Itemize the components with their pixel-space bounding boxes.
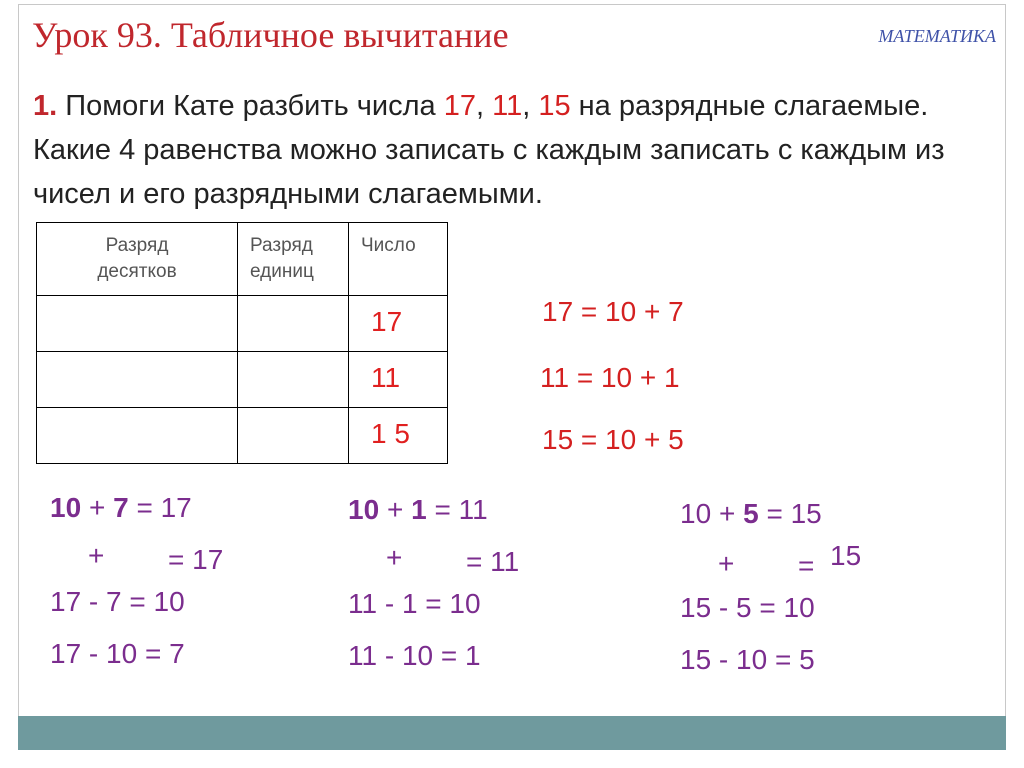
table-cell-number xyxy=(349,408,448,464)
group1-sum: = 17 xyxy=(136,492,192,523)
table-header-row xyxy=(37,223,448,296)
group1-line2-op: + xyxy=(88,540,105,571)
table-cell-number xyxy=(349,296,448,352)
group3-line2-val: 15 xyxy=(830,540,862,571)
table-row xyxy=(37,408,448,464)
group3-plus: + xyxy=(718,498,736,529)
group2-line3: 11 - 1 = 10 xyxy=(348,588,481,619)
group3-line2-eq: = xyxy=(798,550,815,581)
group2-line4: 11 - 10 = 1 xyxy=(348,640,481,671)
equation-11: 11 = 10 + 1 xyxy=(540,362,680,393)
equation-17: 17 = 10 + 7 xyxy=(542,296,684,327)
table-cell-units xyxy=(238,408,349,464)
table-number-17: 17 xyxy=(371,306,403,337)
group1-line3: 17 - 7 = 10 xyxy=(50,586,185,617)
footer-bar xyxy=(18,716,1006,750)
group3-line2-op: + xyxy=(718,548,735,579)
table-cell-tens xyxy=(37,352,238,408)
table-number-15: 1 5 xyxy=(371,418,410,449)
group3-line1 xyxy=(680,498,822,530)
group1-addend-b: 7 xyxy=(113,492,129,523)
group1-plus: + xyxy=(88,492,106,523)
table-number-11: 11 xyxy=(371,362,401,393)
task-text-after: на разрядные слагаемые. Какие 4 равенства можно записать с каждым записать с каждым из чисел и его разрядными слагаемыми. xyxy=(33,90,945,210)
header-tens-line1: Разряд xyxy=(105,235,169,256)
group2-addend-b: 1 xyxy=(411,494,427,525)
task-number: 1. xyxy=(33,90,58,122)
equation-15: 15 = 10 + 5 xyxy=(542,424,684,455)
group1-addend-a: 10 xyxy=(50,492,82,523)
header-units-line2: единиц xyxy=(250,261,314,282)
group2-line2-op: + xyxy=(386,542,403,573)
group3-line4: 15 - 10 = 5 xyxy=(680,644,815,675)
group2-line2-sum: = 11 xyxy=(466,546,520,577)
group2-addend-a: 10 xyxy=(348,494,380,525)
task-number-17: 17 xyxy=(443,90,476,122)
group3-line3: 15 - 5 = 10 xyxy=(680,592,815,623)
task-sep-1: , xyxy=(475,90,493,122)
header-cell-tens xyxy=(37,223,238,296)
subject-label: МАТЕМАТИКА xyxy=(878,26,996,46)
place-value-table xyxy=(36,222,448,464)
table-row xyxy=(37,296,448,352)
header-cell-units xyxy=(238,223,349,296)
group1-line4: 17 - 10 = 7 xyxy=(50,638,185,669)
group2-plus: + xyxy=(386,494,404,525)
table-cell-units xyxy=(238,352,349,408)
group2-line1 xyxy=(348,494,488,526)
task-text xyxy=(33,84,993,216)
group1-line2-sum: = 17 xyxy=(168,544,224,575)
header-number-line1: Число xyxy=(361,235,416,256)
table-cell-number xyxy=(349,352,448,408)
header-cell-number xyxy=(349,223,448,296)
task-sep-2: , xyxy=(522,90,539,122)
group3-sum: = 15 xyxy=(766,498,822,529)
group3-addend-b: 5 xyxy=(743,498,759,529)
group1-line1 xyxy=(50,492,192,524)
header-units-line1: Разряд xyxy=(250,235,313,256)
task-number-15: 15 xyxy=(538,90,571,122)
lesson-title: Урок 93. Табличное вычитание xyxy=(32,15,509,55)
group3-addend-a: 10 xyxy=(680,498,712,529)
group2-sum: = 11 xyxy=(434,494,488,525)
table-row xyxy=(37,352,448,408)
task-number-11: 11 xyxy=(492,90,523,122)
table-cell-units xyxy=(238,296,349,352)
header-tens-line2: десятков xyxy=(97,261,177,282)
table-cell-tens xyxy=(37,408,238,464)
task-text-before: Помоги Кате разбить числа xyxy=(57,90,444,122)
table-cell-tens xyxy=(37,296,238,352)
